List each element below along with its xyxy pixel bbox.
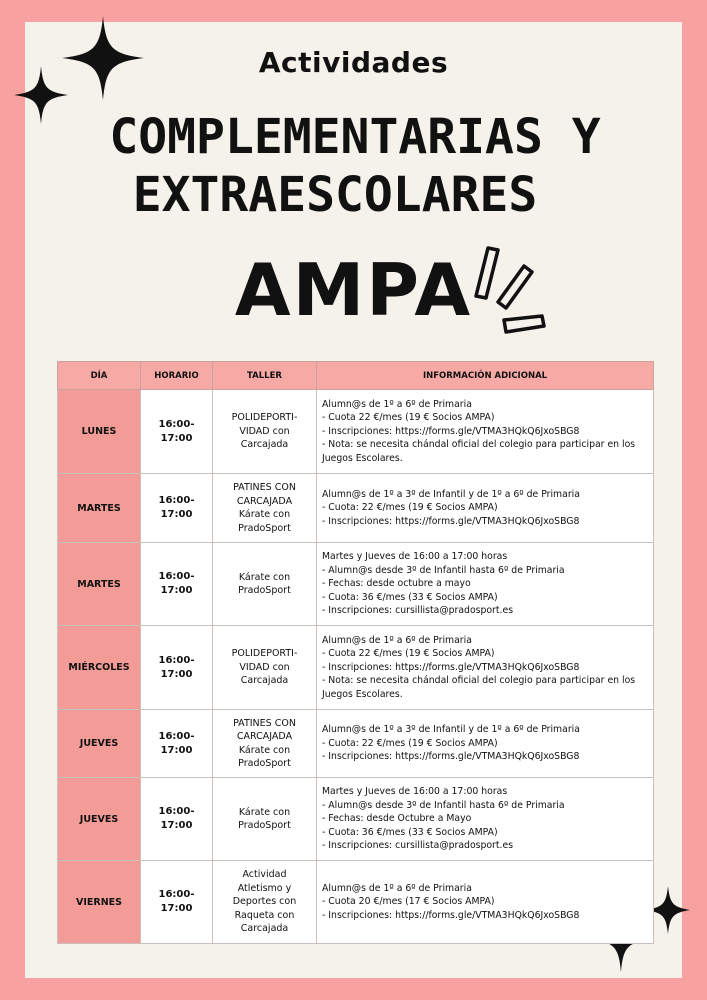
info-cell <box>317 626 654 710</box>
subtitle: Actividades <box>258 46 449 79</box>
taller-line: Deportes con <box>232 896 297 908</box>
taller-line: PradoSport <box>238 522 291 534</box>
taller-line: Kárate con <box>238 744 291 756</box>
taller-cell <box>213 626 317 710</box>
taller-line: POLIDEPORTI- <box>231 412 298 424</box>
info-line: - Alumn@s desde 3º de Infantil hasta 6º de Primaria <box>322 799 565 811</box>
day-cell: LUNES <box>58 390 141 474</box>
taller-line: CARCAJADA <box>236 731 293 742</box>
taller-line: Raqueta con <box>234 909 295 921</box>
page-title <box>60 108 650 224</box>
taller-line: PATINES CON <box>233 717 296 729</box>
info-line: - Cuota: 36 €/mes (33 € Socios AMPA) <box>322 591 498 603</box>
title-line-1: COMPLEMENTARIAS Y <box>109 109 601 165</box>
info-line: Alumn@s de 1º a 3º de Infantil y de 1º a 6º de Primaria <box>322 488 580 500</box>
time-text: 16:00- <box>158 730 195 742</box>
time-text: 17:00 <box>160 668 193 680</box>
day-cell: JUEVES <box>58 778 141 861</box>
info-line: - Cuota: 22 €/mes (19 € Socios AMPA) <box>322 502 498 514</box>
time-cell <box>141 390 213 474</box>
day-cell: JUEVES <box>58 710 141 778</box>
table-row <box>58 861 654 944</box>
column-header-taller: TALLER <box>213 362 317 390</box>
info-line: - Nota: se necesita chándal oficial del colegio para participar en los <box>322 439 636 451</box>
time-text: 17:00 <box>160 903 193 914</box>
table-header-row <box>58 362 654 390</box>
info-line: Alumn@s de 1º a 3º de Infantil y de 1º a 6º de Primaria <box>322 724 580 736</box>
day-cell: VIERNES <box>58 861 141 944</box>
time-cell <box>141 543 213 626</box>
info-cell <box>317 543 654 626</box>
info-cell <box>317 778 654 861</box>
taller-line: Kárate con <box>238 509 291 520</box>
time-text: 17:00 <box>160 585 193 596</box>
time-text: 16:00- <box>158 806 195 817</box>
info-line: - Cuota: 22 €/mes (19 € Socios AMPA) <box>322 737 498 749</box>
time-text: 16:00- <box>158 889 195 900</box>
time-text: 17:00 <box>160 432 193 444</box>
info-cell <box>317 390 654 474</box>
info-line: - Fechas: desde Octubre a Mayo <box>322 813 472 825</box>
info-line: - Inscripciones: https://forms.gle/VTMA3HQkQ6JxoSBG8 <box>322 661 580 673</box>
info-line: Alumn@s de 1º a 6º de Primaria <box>322 882 472 894</box>
taller-line: CARCAJADA <box>236 495 293 507</box>
taller-cell <box>213 861 317 944</box>
info-line: - Inscripciones: https://forms.gle/VTMA3HQkQ6JxoSBG8 <box>322 751 580 763</box>
column-header-dia: DÍA <box>58 362 141 390</box>
info-line: Alumn@s de 1º a 6º de Primaria <box>322 634 472 646</box>
time-text: 17:00 <box>160 509 193 520</box>
table-row <box>58 543 654 626</box>
taller-line: Carcajada <box>240 923 289 935</box>
info-line: - Alumn@s desde 3º de Infantil hasta 6º de Primaria <box>322 564 565 576</box>
info-line: Martes y Jueves de 16:00 a 17:00 horas <box>322 551 508 563</box>
info-line: - Inscripciones: cursillista@pradosport.es <box>322 605 514 617</box>
info-line: - Fechas: desde octubre a mayo <box>322 578 471 590</box>
info-line: - Cuota 22 €/mes (19 € Socios AMPA) <box>322 412 495 424</box>
taller-line: PradoSport <box>238 758 291 769</box>
time-cell <box>141 710 213 778</box>
time-text: 16:00- <box>158 418 195 430</box>
taller-cell <box>213 543 317 626</box>
time-text: 16:00- <box>158 654 195 666</box>
table-row <box>58 390 654 474</box>
column-header-horario: HORARIO <box>141 362 213 390</box>
taller-line: Carcajada <box>240 675 289 687</box>
day-cell: MARTES <box>58 543 141 626</box>
info-line: - Inscripciones: https://forms.gle/VTMA3HQkQ6JxoSBG8 <box>322 515 580 527</box>
taller-line: Actividad <box>242 869 287 881</box>
taller-line: Kárate con <box>238 571 291 583</box>
table-row <box>58 710 654 778</box>
taller-line: VIDAD con <box>239 425 290 437</box>
time-cell <box>141 861 213 944</box>
taller-cell <box>213 710 317 778</box>
title-line-2: EXTRAESCOLARES <box>132 167 538 223</box>
info-line: - Inscripciones: https://forms.gle/VTMA3HQkQ6JxoSBG8 <box>322 425 580 437</box>
info-line: - Cuota 22 €/mes (19 € Socios AMPA) <box>322 648 495 660</box>
time-text: 16:00- <box>158 495 195 506</box>
info-line: - Cuota 20 €/mes (17 € Socios AMPA) <box>322 896 495 908</box>
taller-line: Carcajada <box>240 439 289 451</box>
taller-line: POLIDEPORTI- <box>231 648 298 660</box>
info-cell <box>317 861 654 944</box>
info-line: - Nota: se necesita chándal oficial del colegio para participar en los <box>322 675 636 687</box>
brand-ampa: AMPA <box>234 248 473 332</box>
info-cell <box>317 710 654 778</box>
info-line: Juegos Escolares. <box>322 688 403 700</box>
taller-line: PradoSport <box>238 585 291 596</box>
taller-line: PATINES CON <box>233 482 296 493</box>
schedule-table <box>57 361 654 944</box>
taller-line: VIDAD con <box>239 661 290 673</box>
day-cell: MIÉRCOLES <box>58 626 141 710</box>
table-row <box>58 474 654 543</box>
info-line: Juegos Escolares. <box>322 452 403 464</box>
taller-line: PradoSport <box>238 820 291 831</box>
time-cell <box>141 626 213 710</box>
taller-cell <box>213 778 317 861</box>
taller-cell <box>213 390 317 474</box>
info-line: Alumn@s de 1º a 6º de Primaria <box>322 398 472 410</box>
taller-cell <box>213 474 317 543</box>
time-text: 16:00- <box>158 571 195 582</box>
time-cell <box>141 474 213 543</box>
info-line: - Cuota: 36 €/mes (33 € Socios AMPA) <box>322 826 498 838</box>
taller-line: Atletismo y <box>237 882 292 894</box>
taller-line: Kárate con <box>238 806 291 818</box>
info-line: - Inscripciones: https://forms.gle/VTMA3HQkQ6JxoSBG8 <box>322 909 580 921</box>
table-row <box>58 778 654 861</box>
column-header-info: INFORMACIÓN ADICIONAL <box>317 362 654 390</box>
day-cell: MARTES <box>58 474 141 543</box>
time-cell <box>141 778 213 861</box>
time-text: 17:00 <box>160 744 193 756</box>
info-cell <box>317 474 654 543</box>
time-text: 17:00 <box>160 820 193 831</box>
table-row <box>58 626 654 710</box>
info-line: Martes y Jueves de 16:00 a 17:00 horas <box>322 786 508 798</box>
info-line: - Inscripciones: cursillista@pradosport.es <box>322 840 514 852</box>
